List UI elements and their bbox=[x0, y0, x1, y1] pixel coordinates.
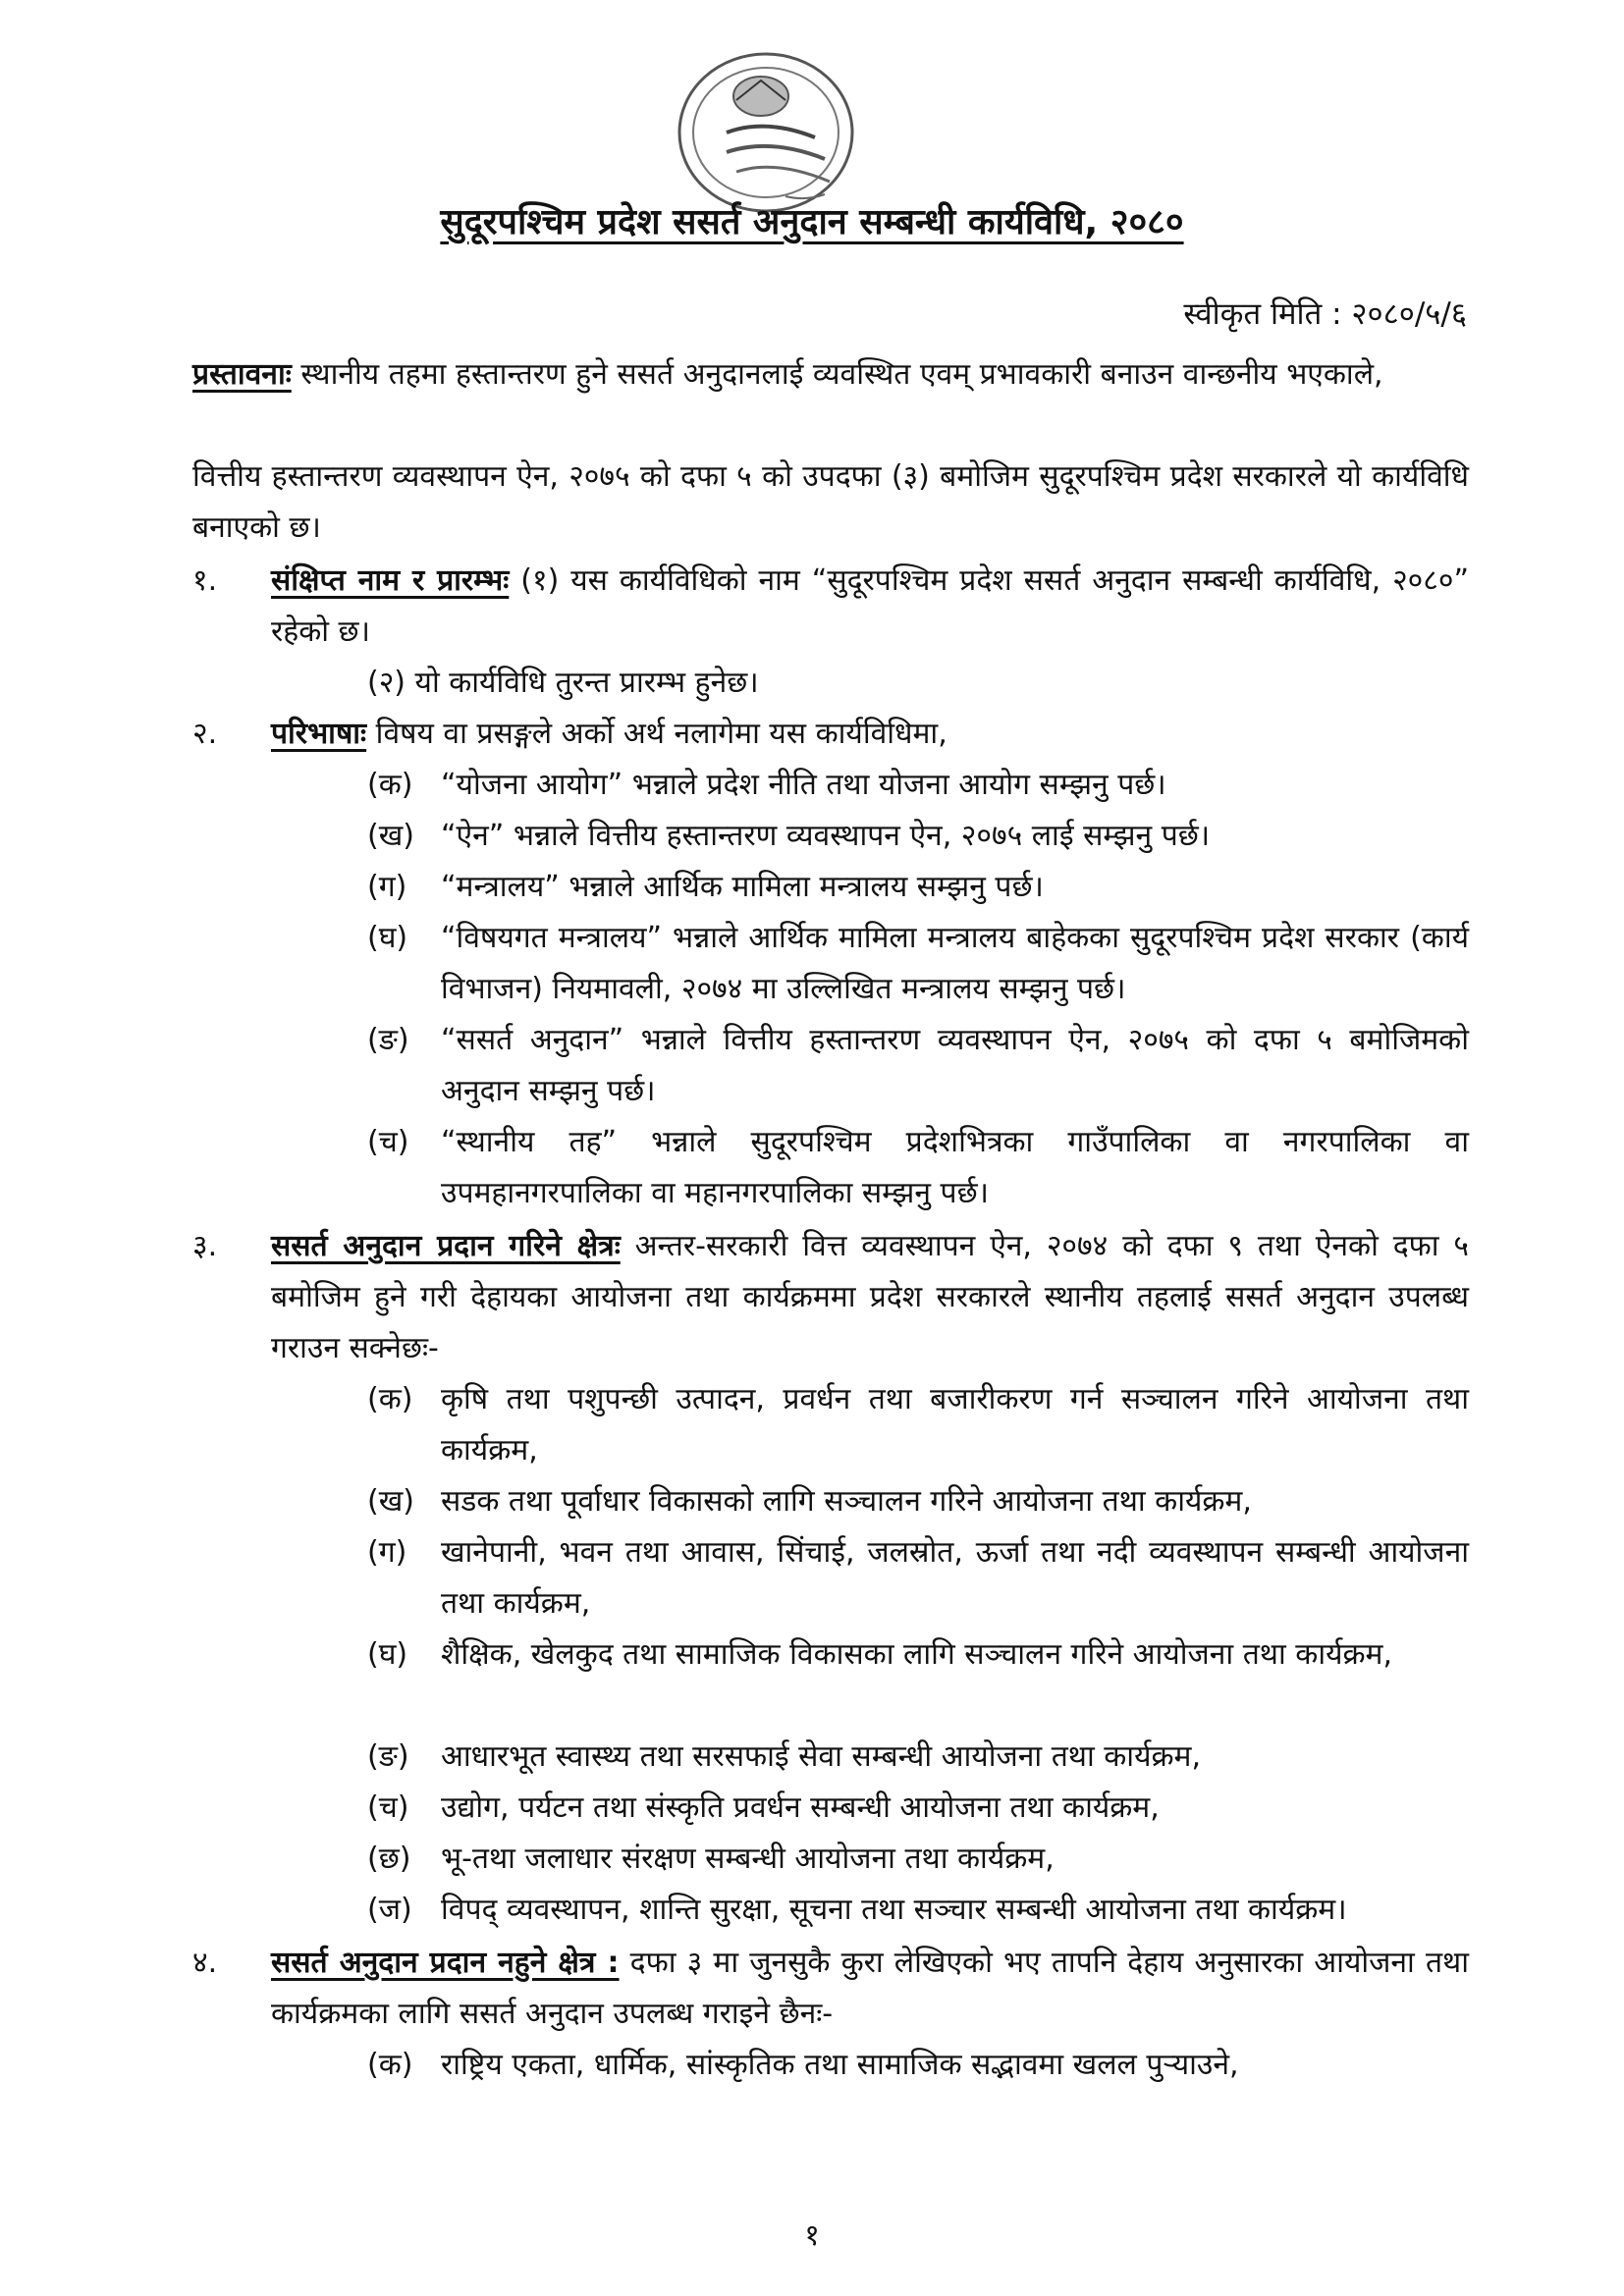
preamble-paragraph bbox=[192, 349, 1469, 400]
section-text: दफा ३ मा जुनसुकै कुरा लेखिएको भए तापनि देहाय अनुसारका आयोजना तथा कार्यक्रमका लागि ससर्त अनुदान उपलब्ध गराइने छैनः- bbox=[271, 1946, 1469, 2031]
preamble-heading: प्रस्तावनाः bbox=[192, 357, 292, 392]
list-item-label: (क) bbox=[367, 1382, 413, 1416]
list-item-text: “मन्त्रालय” भन्नाले आर्थिक मामिला मन्त्रालय सम्झनु पर्छ। bbox=[441, 870, 1044, 904]
list-item-text: राष्ट्रिय एकता, धार्मिक, सांस्कृतिक तथा सामाजिक सद्भावमा खलल पुऱ्याउने, bbox=[441, 2048, 1239, 2082]
list-item-text: “विषयगत मन्त्रालय” भन्नाले आर्थिक मामिला मन्त्रालय बाहेकका सुदूरपश्चिम प्रदेश सरकार (कार्य विभाजन) नियमावली, २०७४ मा उल्लिखित मन्त्रालय सम्झनु पर्छ। bbox=[441, 921, 1469, 1006]
approval-date: स्वीकृत मिति : २०८०/५/६ bbox=[1183, 296, 1467, 332]
list-item bbox=[367, 913, 1469, 1015]
list-item-label: (च) bbox=[367, 1790, 409, 1825]
list-item-text: शैक्षिक, खेलकुद तथा सामाजिक विकासका लागि सञ्चालन गरिने आयोजना तथा कार्यक्रम, bbox=[441, 1637, 1393, 1672]
section-number: ३. bbox=[192, 1229, 218, 1263]
list-item bbox=[367, 811, 1469, 862]
section-number: ४. bbox=[192, 1946, 218, 1980]
list-item bbox=[367, 1015, 1469, 1117]
list-item-label: (ख) bbox=[367, 1484, 414, 1519]
section-2 bbox=[192, 709, 1469, 760]
list-item-label: (च) bbox=[367, 1125, 409, 1159]
list-item-text: “योजना आयोग” भन्नाले प्रदेश नीति तथा योजना आयोग सम्झनु पर्छ। bbox=[441, 768, 1166, 802]
list-item bbox=[367, 1374, 1469, 1476]
list-item bbox=[367, 1885, 1469, 1936]
list-item bbox=[367, 1732, 1469, 1783]
list-item-text: सडक तथा पूर्वाधार विकासको लागि सञ्चालन गरिने आयोजना तथा कार्यक्रम, bbox=[441, 1484, 1252, 1519]
page-number: १ bbox=[804, 2218, 820, 2253]
preamble-paragraph-2: वित्तीय हस्तान्तरण व्यवस्थापन ऐन, २०७५ को दफा ५ को उपदफा (३) बमोजिम सुदूरपश्चिम प्रदेश सरकारले यो कार्यविधि बनाएको छ। bbox=[192, 459, 1469, 545]
list-item-label: (ङ) bbox=[367, 1739, 409, 1774]
section-4 bbox=[192, 1938, 1469, 2040]
section-text: अन्तर-सरकारी वित्त व्यवस्थापन ऐन, २०७४ को दफा ९ तथा ऐनको दफा ५ बमोजिम हुने गरी देहायका आयोजना तथा कार्यक्रममा प्रदेश सरकारले स्थानीय तहलाई ससर्त अनुदान उपलब्ध गराउन सक्नेछः- bbox=[271, 1229, 1469, 1365]
section-number: १. bbox=[192, 563, 218, 598]
list-item-text: आधारभूत स्वास्थ्य तथा सरसफाई सेवा सम्बन्धी आयोजना तथा कार्यक्रम, bbox=[441, 1739, 1201, 1774]
preamble-text: स्थानीय तहमा हस्तान्तरण हुने ससर्त अनुदानलाई व्यवस्थित एवम् प्रभावकारी बनाउन वान्छनीय भएकाले, bbox=[300, 357, 1383, 392]
list-item-label: (क) bbox=[367, 2048, 413, 2082]
section-heading: ससर्त अनुदान प्रदान नहुने क्षेत्र : bbox=[271, 1946, 620, 1980]
section-1 bbox=[192, 556, 1469, 658]
section-text: विषय वा प्रसङ्गले अर्को अर्थ नलागेमा यस कार्यविधिमा, bbox=[375, 717, 947, 751]
list-item bbox=[367, 1527, 1469, 1629]
list-item-text: “ससर्त अनुदान” भन्नाले वित्तीय हस्तान्तरण व्यवस्थापन ऐन, २०७५ को दफा ५ बमोजिमको अनुदान सम्झनु पर्छ। bbox=[441, 1023, 1469, 1108]
section-heading: परिभाषाः bbox=[271, 717, 367, 751]
list-item-label: (ग) bbox=[367, 1535, 407, 1570]
section-heading: संक्षिप्त नाम र प्रारम्भः bbox=[271, 563, 510, 598]
section-3 bbox=[192, 1221, 1469, 1374]
list-item-label: (ङ) bbox=[367, 1023, 409, 1057]
list-item bbox=[367, 760, 1469, 811]
list-item-label: (ख) bbox=[367, 819, 414, 853]
list-item-label: (ज) bbox=[367, 1893, 412, 1927]
list-item-label: (घ) bbox=[367, 1637, 408, 1672]
section-heading: ससर्त अनुदान प्रदान गरिने क्षेत्रः bbox=[271, 1229, 621, 1263]
list-item-text: विपद् व्यवस्थापन, शान्ति सुरक्षा, सूचना तथा सञ्चार सम्बन्धी आयोजना तथा कार्यक्रम। bbox=[441, 1893, 1347, 1927]
list-item-label: (घ) bbox=[367, 921, 408, 955]
list-item bbox=[367, 1834, 1469, 1885]
list-item bbox=[367, 1476, 1469, 1527]
list-item-label: (छ) bbox=[367, 1842, 411, 1876]
list-item bbox=[367, 2040, 1469, 2091]
list-item bbox=[367, 1629, 1469, 1681]
list-item-label: (ग) bbox=[367, 870, 407, 904]
list-item-text: भू-तथा जलाधार संरक्षण सम्बन्धी आयोजना तथा कार्यक्रम, bbox=[441, 1842, 1055, 1876]
list-item-text: कृषि तथा पशुपन्छी उत्पादन, प्रवर्धन तथा बजारीकरण गर्न सञ्चालन गरिने आयोजना तथा कार्यक्रम, bbox=[441, 1382, 1469, 1468]
section-text: (१) यस कार्यविधिको नाम “सुदूरपश्चिम प्रदेश ससर्त अनुदान सम्बन्धी कार्यविधि, २०८०” रहेको छ। bbox=[271, 563, 1470, 649]
section-number: २. bbox=[192, 717, 218, 751]
list-item-text: “ऐन” भन्नाले वित्तीय हस्तान्तरण व्यवस्थापन ऐन, २०७५ लाई सम्झनु पर्छ। bbox=[441, 819, 1211, 853]
document-title: सुदूरपश्चिम प्रदेश ससर्त अनुदान सम्बन्धी कार्यविधि, २०८० bbox=[440, 202, 1184, 242]
list-item-text: “स्थानीय तह” भन्नाले सुदूरपश्चिम प्रदेशभित्रका गाउँपालिका वा नगरपालिका वा उपमहानगरपालिका वा महानगरपालिका सम्झनु पर्छ। bbox=[441, 1125, 1469, 1210]
list-item-text: उद्योग, पर्यटन तथा संस्कृति प्रवर्धन सम्बन्धी आयोजना तथा कार्यक्रम, bbox=[441, 1790, 1160, 1825]
list-item-text: खानेपानी, भवन तथा आवास, सिंचाई, जलस्रोत, ऊर्जा तथा नदी व्यवस्थापन सम्बन्धी आयोजना तथा कार्यक्रम, bbox=[441, 1535, 1469, 1621]
list-item bbox=[367, 862, 1469, 913]
list-item bbox=[367, 1117, 1469, 1219]
section-1-subclause: (२) यो कार्यविधि तुरन्त प्रारम्भ हुनेछ। bbox=[367, 666, 759, 700]
list-item-label: (क) bbox=[367, 768, 413, 802]
list-item bbox=[367, 1783, 1469, 1834]
